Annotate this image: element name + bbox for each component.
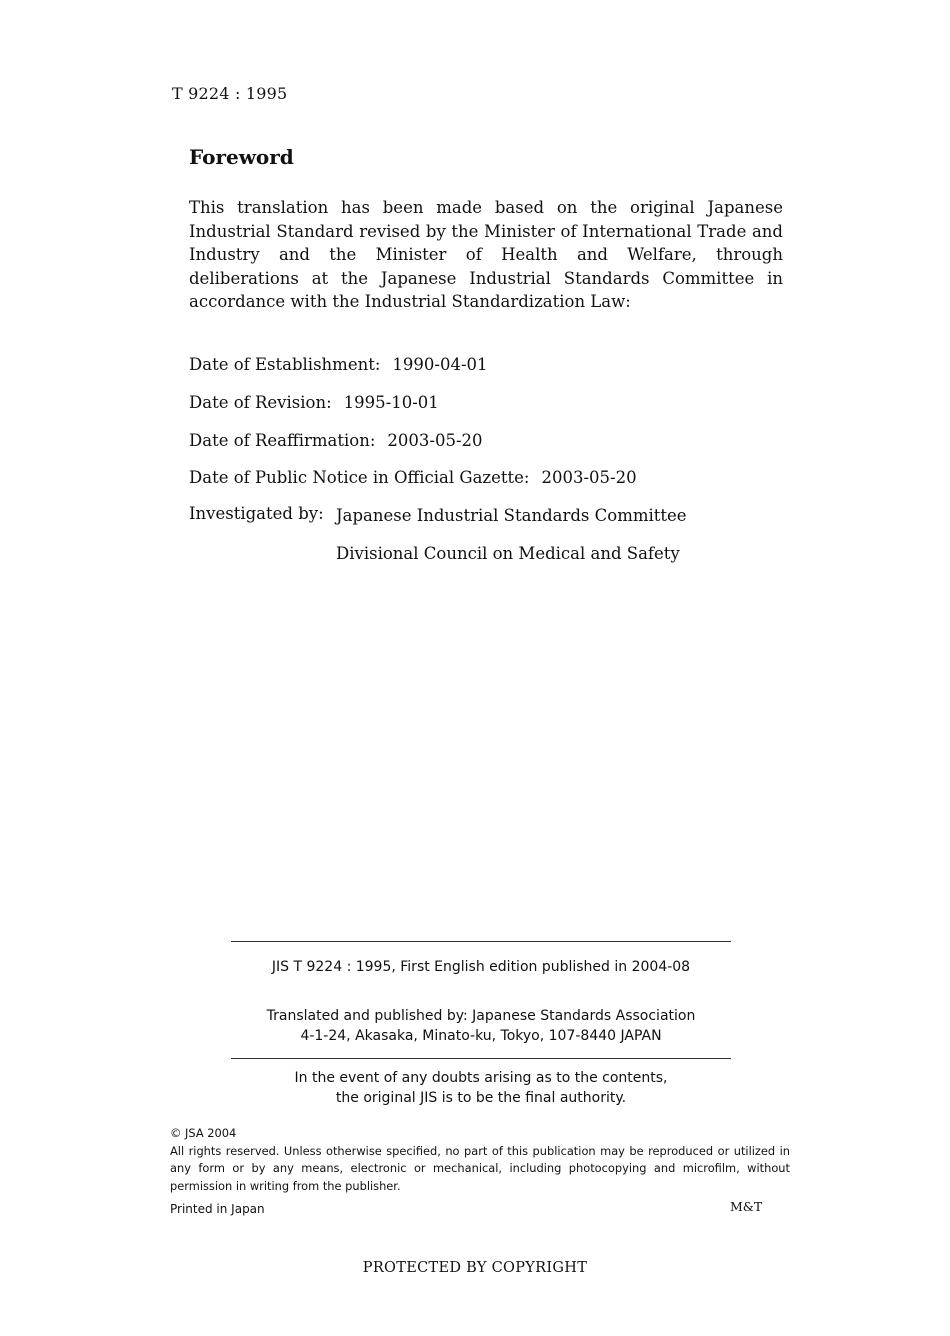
printer-mark: M&T [730, 1199, 763, 1214]
date-label: Date of Reaffirmation: [189, 430, 376, 450]
date-value: 1995-10-01 [343, 392, 439, 412]
rights-text: All rights reserved. Unless otherwise specified, no part of this publication may be reproduced or utilized in any form or by any means, electronic or mechanical, including photocopying and microfilm, without permission in writing from the publisher. [170, 1143, 790, 1193]
investigated-line: Divisional Council on Medical and Safety [336, 543, 680, 563]
foreword-paragraph: This translation has been made based on the original Japanese Industrial Standard revised by the Minister of International Trade and Industry and the Minister of Health and Welfare, through deliberations at the Japanese Industrial Standards Committee in accordance with the Industrial Standardization Law: [189, 198, 783, 311]
investigated-label: Investigated by: [189, 504, 324, 524]
date-establishment-row [189, 353, 687, 391]
date-reaffirmation-row [189, 429, 687, 467]
date-label: Date of Establishment: [189, 355, 381, 374]
date-value: 2003-05-20 [387, 430, 483, 450]
date-value: 1990-04-01 [392, 355, 488, 374]
date-label: Date of Revision: [189, 392, 332, 412]
investigated-bodies [336, 504, 687, 580]
printed-in: Printed in Japan [170, 1202, 265, 1216]
dates-block [189, 353, 687, 580]
authority-statement [231, 1068, 731, 1108]
divider-bottom [231, 1058, 731, 1059]
divider-top [231, 941, 731, 942]
authority-line: In the event of any doubts arising as to the contents, [294, 1070, 668, 1086]
copyright-notice: © JSA 2004 [170, 1126, 237, 1140]
protected-notice: PROTECTED BY COPYRIGHT [362, 1260, 588, 1276]
authority-line: the original JIS is to be the final authority. [335, 1090, 627, 1106]
foreword-title: Foreword [189, 145, 294, 169]
date-value: 2003-05-20 [541, 468, 637, 488]
publisher-statement [231, 1006, 731, 1046]
edition-statement: JIS T 9224 : 1995, First English edition published in 2004-08 [271, 959, 691, 975]
publisher-address: 4-1-24, Akasaka, Minato-ku, Tokyo, 107-8440 JAPAN [300, 1028, 662, 1044]
investigated-line: Japanese Industrial Standards Committee [336, 506, 687, 526]
publisher-line: Translated and published by: Japanese Standards Association [266, 1008, 696, 1024]
date-label: Date of Public Notice in Official Gazette: [189, 468, 530, 488]
copyright-block [170, 1125, 790, 1195]
date-revision-row [189, 391, 687, 429]
investigated-row [189, 504, 687, 580]
standard-number: T 9224 : 1995 [172, 84, 288, 103]
date-public-notice-row [189, 466, 687, 504]
